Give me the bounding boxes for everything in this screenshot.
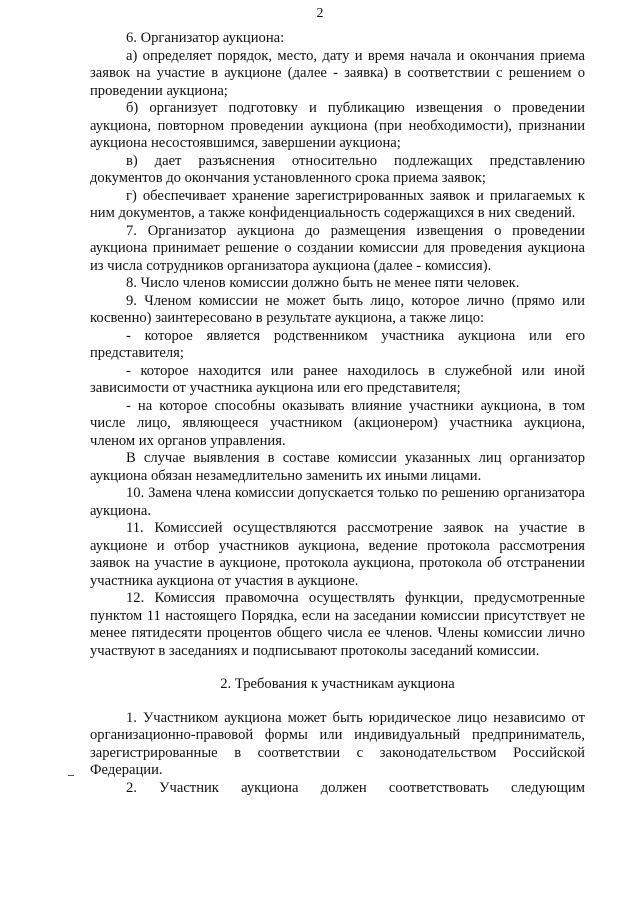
paragraph-replacement: В случае выявления в составе комиссии указанных лиц организатор аукциона обязан незамедлительно заменить их иными лицами.: [90, 450, 585, 484]
paragraph-6g: г) обеспечивает хранение зарегистрированных заявок и прилагаемых к ним документов, а также конфиденциальность содержащихся в них сведений.: [90, 187, 585, 221]
paragraph-11: 11. Комиссией осуществляются рассмотрение заявок на участие в аукционе и отбор участников аукциона, ведение протокола рассмотрения заявок на участие в аукционе, протокола аукциона, протокола об отстранении участника аукциона от участия в аукционе.: [90, 520, 585, 589]
section-heading: 2. Требования к участникам аукциона: [220, 676, 455, 692]
page-number: 2: [316, 6, 324, 21]
paragraph-9-dash-3: - на которое способны оказывать влияние участники аукциона, в том числе лицо, являющееся участником (акционером) участника аукциона, членом их органов управления.: [90, 397, 585, 449]
paragraph-6v: в) дает разъяснения относительно подлежащих представлению документов до окончания установленного срока приема заявок;: [90, 152, 585, 186]
section-paragraph-2: 2. Участник аукциона должен соответствовать следующим: [126, 779, 585, 796]
section-paragraph-1: 1. Участником аукциона может быть юридическое лицо независимо от организационно-правовой формы или индивидуальный предприниматель, зарегистрированные в соответствии с законодательством Российской Федерации.: [90, 709, 585, 778]
paragraph-6a: а) определяет порядок, место, дату и время начала и окончания приема заявок на участие в аукционе (далее - заявка) в соответствии с решением о проведении аукциона;: [90, 47, 585, 99]
margin-mark: [68, 775, 74, 776]
paragraph-6: 6. Организатор аукциона:: [126, 30, 285, 46]
paragraph-12: 12. Комиссия правомочна осуществлять функции, предусмотренные пунктом 11 настоящего Порядка, если на заседании комиссии присутствует не менее пятидесяти процентов общего числа ее членов. Члены комиссии лично участвуют в заседаниях и подписывают протоколы заседаний комиссии.: [90, 590, 585, 659]
paragraph-9: 9. Членом комиссии не может быть лицо, которое лично (прямо или косвенно) заинтересовано в результате аукциона, а также лицо:: [90, 292, 585, 326]
document-body: [90, 30, 585, 797]
paragraph-6b: б) организует подготовку и публикацию извещения о проведении аукциона, повторном проведении аукциона (при необходимости), признании аукциона несостоявшимся, завершении аукциона;: [90, 100, 585, 151]
paragraph-8: 8. Число членов комиссии должно быть не менее пяти человек.: [126, 275, 520, 291]
paragraph-10: 10. Замена члена комиссии допускается только по решению организатора аукциона.: [90, 485, 585, 519]
paragraph-7: 7. Организатор аукциона до размещения извещения о проведении аукциона принимает решение о создании комиссии для проведения аукциона из числа сотрудников организатора аукциона (далее - комиссия).: [90, 222, 585, 274]
paragraph-9-dash-1: - которое является родственником участника аукциона или его представителя;: [90, 327, 585, 361]
paragraph-9-dash-2: - которое находится или ранее находилось в служебной или иной зависимости от участника аукциона или его представителя;: [90, 362, 585, 396]
